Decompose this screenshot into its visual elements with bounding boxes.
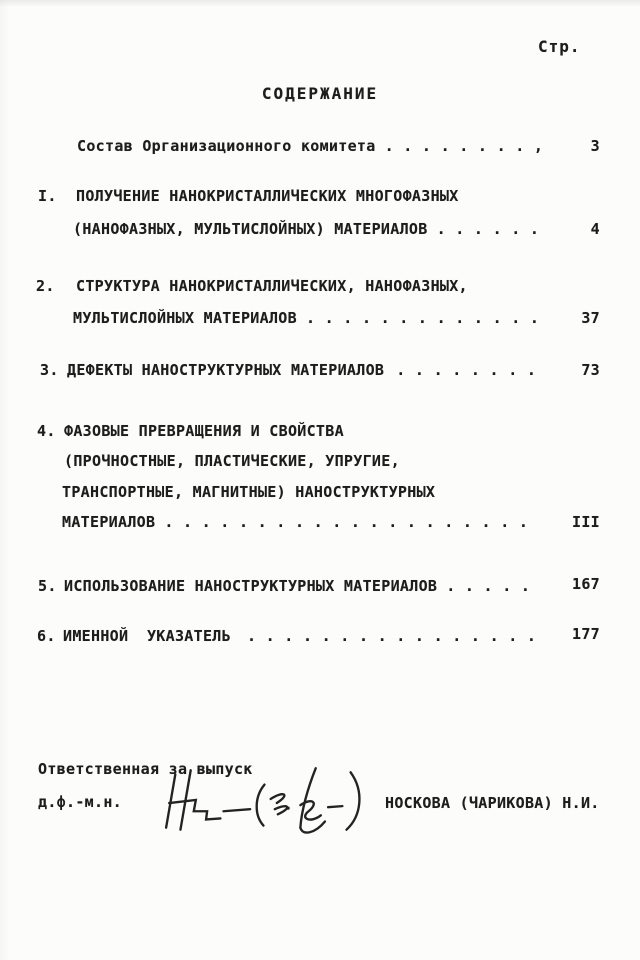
toc-entry-4-line-4 [62,513,528,531]
entry-text: ДЕФЕКТЫ НАНОСТРУКТУРНЫХ МАТЕРИАЛОВ . . . . . . . . [67,361,537,379]
dot-leader: . . . . . [446,577,531,595]
entry-number: 6. [37,627,56,645]
page-number: 4 [590,220,600,238]
page-number: 167 [572,575,600,593]
dot-leader: . . . . . . . . . . . . . [305,309,540,327]
page-number: 37 [581,309,600,327]
page-column-label: Стр. [538,37,581,56]
dot-leader: . . . . . . . . . . . . . . . . [246,627,537,645]
entry-text: ИМЕННОЙ УКАЗАТЕЛЬ . . . . . . . . . . . . . . . . [63,627,537,645]
toc-entry-3 [40,361,537,379]
entry-text: ИСПОЛЬЗОВАНИЕ НАНОСТРУКТУРНЫХ МАТЕРИАЛОВ . . . . . [64,577,531,595]
toc-entry-1-line-1 [38,187,459,205]
page-number: 177 [572,625,600,643]
entry-text: ТРАНСПОРТНЫЕ, МАГНИТНЫЕ) НАНОСТРУКТУРНЫХ [62,483,436,501]
footer-responsible-label: Ответственная за выпуск [38,760,253,778]
entry-number: 4. [37,422,56,440]
entry-text: (ПРОЧНОСТНЫЕ, ПЛАСТИЧЕСКИЕ, УПРУГИЕ, [64,452,400,470]
toc-entry-6 [37,627,537,645]
entry-text: ПОЛУЧЕНИЕ НАНОКРИСТАЛЛИЧЕСКИХ МНОГОФАЗНЫХ [76,187,459,205]
entry-number: 3. [40,361,59,379]
dot-leader: . . . . . . [436,220,540,238]
dot-leader: . . . . . . . . [396,361,537,379]
page-title: СОДЕРЖАНИЕ [261,84,379,103]
footer-name: НОСКОВА (ЧАРИКОВА) Н.И. [385,794,600,812]
footer-degree: д.ф.-м.н. [38,793,122,811]
entry-text: (НАНОФАЗНЫХ, МУЛЬТИСЛОЙНЫХ) МАТЕРИАЛОВ [73,220,428,238]
toc-entry-4-line-2 [64,452,400,470]
entry-number: I. [38,187,57,205]
toc-entry-4-line-1 [37,422,344,440]
signature-scrawl [162,762,367,840]
entry-text: СТРУКТУРА НАНОКРИСТАЛЛИЧЕСКИХ, НАНОФАЗНЫХ, [76,277,468,295]
page-number: III [572,513,600,531]
entry-number: 2. [36,277,55,295]
entry-text: ФАЗОВЫЕ ПРЕВРАЩЕНИЯ И СВОЙСТВА [64,422,344,440]
toc-entry-1-line-2 [73,220,539,238]
toc-entry-2-line-2 [73,309,539,327]
toc-entry-4-line-3 [62,483,435,501]
page-number: 73 [581,361,600,379]
toc-entry-2-line-1 [36,277,468,295]
toc-intro-entry [77,137,543,155]
toc-intro-text: Состав Организационного комитета [77,137,376,155]
entry-text: МУЛЬТИСЛОЙНЫХ МАТЕРИАЛОВ [73,309,297,327]
dot-leader: . . . . . . . . , [384,137,544,155]
entry-number: 5. [38,577,57,595]
page-number: 3 [590,137,600,155]
toc-entry-5 [38,577,531,595]
dot-leader: . . . . . . . . . . . . . . . . . . . . [164,513,529,531]
entry-text: МАТЕРИАЛОВ [62,513,156,531]
